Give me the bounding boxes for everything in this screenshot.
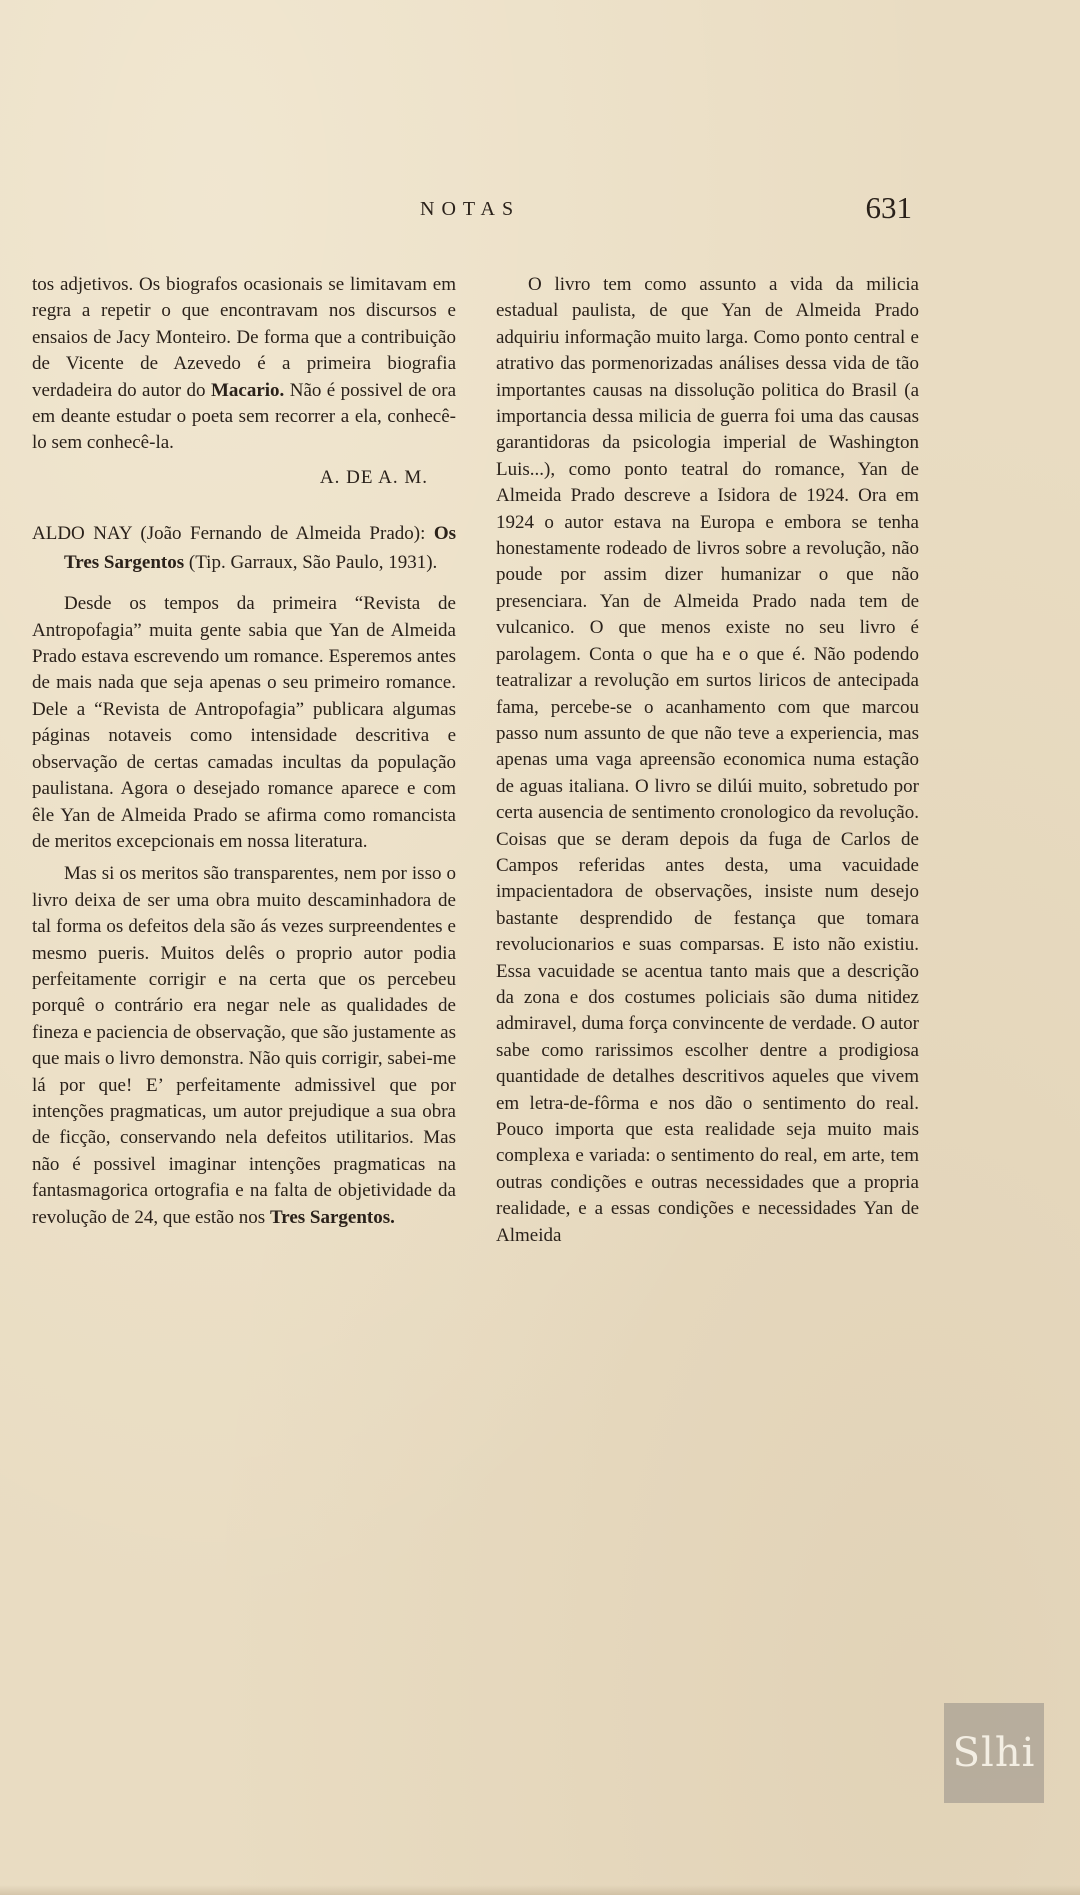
review-book-title: Os Tres Sargentos xyxy=(64,523,456,574)
right-column xyxy=(496,272,919,1249)
review-author: ALDO NAY (João Fernando de Almeida Prado): xyxy=(32,523,426,545)
bottom-edge xyxy=(0,1885,1080,1895)
watermark-logo: Slhi xyxy=(944,1703,1044,1803)
paragraph-3 xyxy=(32,861,456,1231)
signature: A. DE A. M. xyxy=(319,466,428,488)
page-number: 631 xyxy=(865,190,912,225)
paragraph-1-end: Não é possivel de ora em deante estudar o poeta sem recorrer a ela, conhecê-lo sem conhecê-la. xyxy=(32,379,457,454)
review-publication: (Tip. Garraux, São Paulo, 1931). xyxy=(188,552,438,574)
paragraph-3-text: Mas si os meritos são transparentes, nem por isso o livro deixa de ser uma obra muito descaminhadora de tal forma os defeitos dela são ás vezes surpreendentes e mesmo pueris. Muitos delês o proprio autor podia perfeitamente corrigir e na certa que os percebeu porquê o contrário era negar nele as qualidades de fineza e paciencia de observação, que são justamente as que mais o livro demonstra. Não quis corrigir, sabei-me lá por que! E’ perfeitamente admissivel que por intenções pragmaticas, um autor prejudique a sua obra de ficção, conservando nela defeitos utilitarios. Mas não é possivel imaginar intenções pragmaticas na fantasmagorica ortografia e na falta de objetividade da revolução de 24, que estão nos xyxy=(32,863,456,1228)
left-column xyxy=(32,272,456,1231)
right-paragraph: O livro tem como assunto a vida da milicia estadual paulista, de que Yan de Almeida Prado adquiriu informação muito larga. Como ponto central e atrativo das pormenorizadas análises dessa vida de tão importantes causas na dissolução politica do Brasil (a importancia dessa milicia de guerra foi uma das causas garantidoras da psicologia imperial de Washington Luis...), como ponto teatral do romance, Yan de Almeida Prado descreve a Isidora de 1924. Ora em 1924 o autor estava na Europa e embora se tenha honestamente rodeado de livros sobre a revolução, não poude por assim dizer humanizar o que não presenciara. Yan de Almeida Prado nada tem de vulcanico. O que menos existe no seu livro é parolagem. Conta o que ha e o que é. Não podendo teatralizar a revolução em surtos liricos de antecipada fama, percebe-se o acanhamento com que marcou passo num assunto de que não teve a experiencia, mas apenas uma vaga apreensão economica numa estação de aguas italiana. O livro se dilúi muito, sobretudo por certa ausencia de sentimento cronologico da revolução. Coisas que se deram depois da fuga de Carlos de Campos referidas antes desta, uma vacuidade impacientadora de observações, insiste num desejo bastante desprendido de festança que tomara revolucionarios e suas comparsas. E isto não existiu. Essa vacuidade se acentua tanto mais que a descrição da zona e dos costumes policiais são duma nitidez admiravel, duma força convincente de verdade. O autor sabe como rarissimos escolher dentre a prodigiosa quantidade de detalhes descritivos aqueles que vivem em letra-de-fôrma e nos dão o sentimento do real. Pouco importa que esta realidade seja muito mais complexa e variada: o sentimento do real, em arte, tem outras condições e outras necessidades que a propria realidade, e a essas condições e necessidades Yan de Almeida xyxy=(496,274,919,1246)
running-title: NOTAS xyxy=(420,198,521,220)
paragraph-1-bold: Macario. xyxy=(210,379,285,401)
running-head xyxy=(0,190,1080,234)
paragraph-1-text: tos adjetivos. Os biografos ocasionais se limitavam em regra a repetir o que encontravam nos discursos e ensaios de Jacy Monteiro. De forma que a contribuição de Vicente de Azevedo é a primeira biografia verdadeira do autor do xyxy=(32,274,456,401)
paragraph-3-bold: Tres Sargentos. xyxy=(269,1206,395,1228)
paragraph-1 xyxy=(32,272,456,457)
paragraph-2: Desde os tempos da primeira “Revista de Antropofagia” muita gente sabia que Yan de Almeida Prado estava escrevendo um romance. Esperemos antes de mais nada que seja apenas o seu primeiro romance. Dele a “Revista de Antropofagia” publicara algumas páginas notaveis como intensidade descritiva e observação de certas camadas incultas da população paulistana. Agora o desejado romance aparece e com êle Yan de Almeida Prado se afirma como romancista de meritos excepcionais em nossa literatura. xyxy=(32,593,456,852)
review-heading xyxy=(32,519,456,577)
